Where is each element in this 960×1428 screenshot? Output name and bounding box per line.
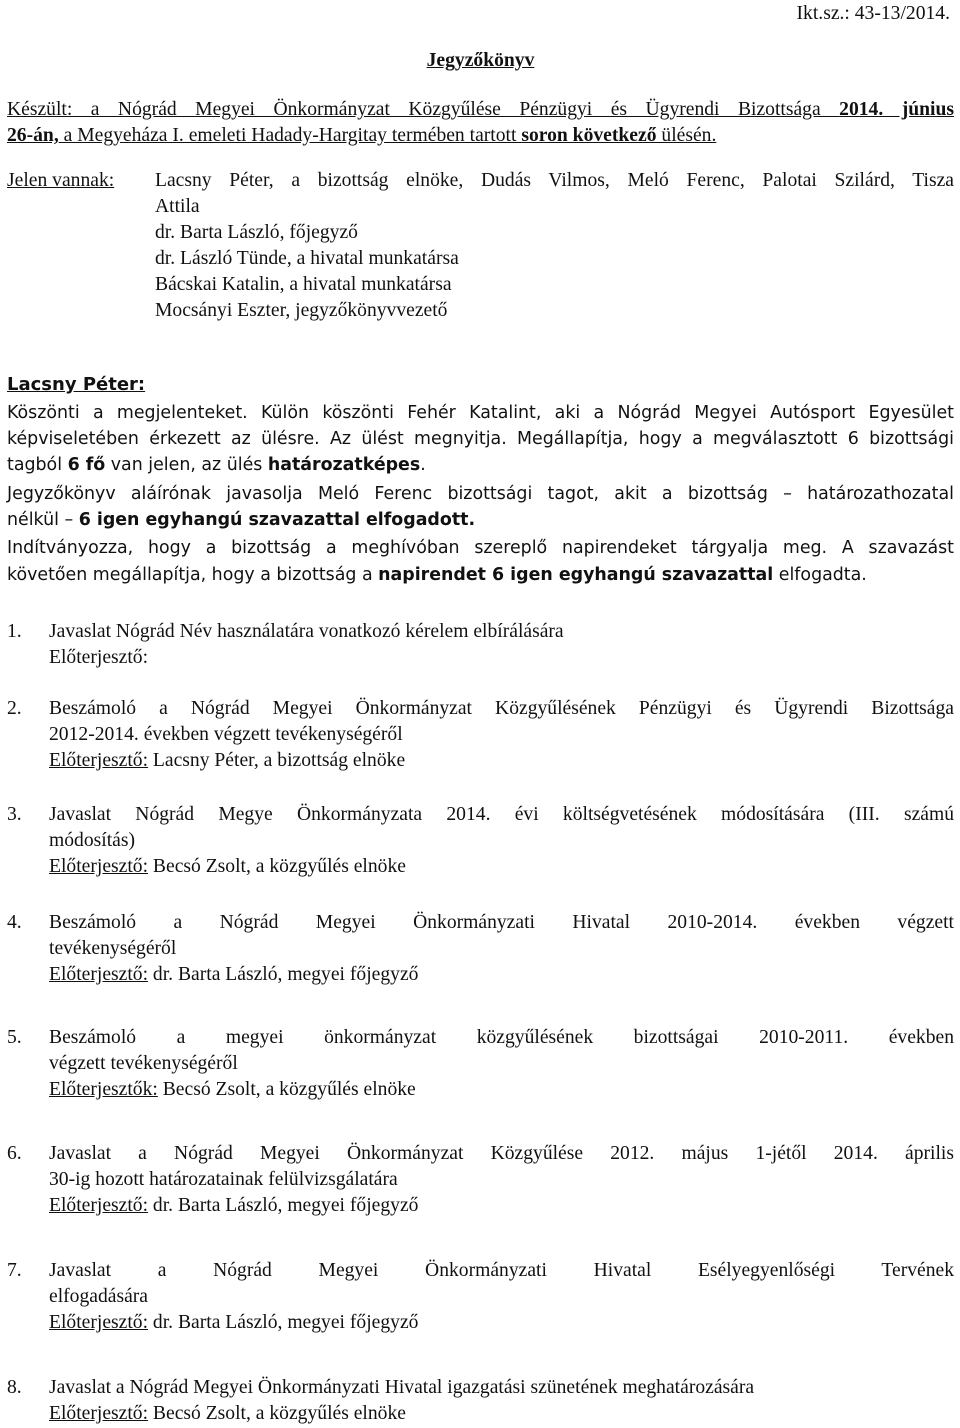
attendee-line: dr. László Tünde, a hivatal munkatársa (155, 248, 459, 269)
attendee-line: Attila (155, 196, 200, 217)
agenda-title-cont: módosítás) (49, 830, 135, 851)
agenda-item (7, 910, 954, 988)
presenter-name: Becsó Zsolt, a közgyűlés elnöke (148, 856, 406, 877)
agenda-item (7, 1375, 954, 1427)
presenter-name: dr. Barta László, megyei főjegyző (148, 964, 419, 985)
speech-bold: 6 igen egyhangú szavazattal elfogadott. (78, 510, 476, 530)
speech-text: követően megállapítja, hogy a bizottság a (7, 565, 379, 585)
presenter-label: Előterjesztő: (49, 1312, 149, 1333)
attendees-list (155, 168, 954, 324)
agenda-presenter (49, 1401, 954, 1427)
agenda-presenter (49, 748, 954, 774)
presenter-name: Lacsny Péter, a bizottság elnöke (148, 750, 406, 771)
presenter-name: dr. Barta László, megyei főjegyző (148, 1195, 419, 1216)
agenda-title: Javaslat a Nógrád Megyei Önkormányzati Hivatal igazgatási szünetének meghatározására (49, 1377, 755, 1398)
speech-bold: határozatképes (267, 455, 421, 475)
agenda-item (7, 619, 954, 671)
document-page (7, 0, 954, 1428)
presenter-label: Előterjesztő: (49, 647, 149, 668)
file-number: Ikt.sz.: 43-13/2014. (796, 3, 950, 24)
intro-session-type: soron következő (521, 125, 657, 146)
agenda-presenter (49, 854, 954, 880)
document-title: Jegyzőkönyv (426, 50, 535, 71)
presenter-label: Előterjesztő: (49, 964, 149, 985)
agenda-number: 2. (7, 698, 22, 719)
agenda-title-cont: elfogadására (49, 1286, 148, 1307)
agenda-number: 7. (7, 1260, 22, 1281)
presenter-name: Becsó Zsolt, a közgyűlés elnöke (157, 1079, 416, 1100)
agenda-number: 4. (7, 912, 22, 933)
speech-text: van jelen, az ülés (105, 455, 268, 475)
agenda-presenter (49, 1193, 954, 1219)
speech-line (7, 507, 954, 533)
attendee-line: Lacsny Péter, a bizottság elnöke, Dudás Vilmos, Meló Ferenc, Palotai Szilárd, Tisza (155, 170, 954, 191)
agenda-item (7, 1025, 954, 1103)
agenda-item (7, 1258, 954, 1336)
presenter-label: Előterjesztő: (49, 1195, 149, 1216)
attendee-line: Mocsányi Eszter, jegyzőkönyvvezető (155, 300, 448, 321)
agenda-item (7, 802, 954, 880)
agenda-presenter (49, 962, 954, 988)
intro-date-2: 26-án, (7, 125, 59, 146)
agenda-title: Beszámoló a Nógrád Megyei Önkormányzati Hivatal 2010-2014. években végzett (49, 912, 954, 933)
agenda-title: Javaslat Nógrád Megye Önkormányzata 2014. évi költségvetésének módosítására (III. számú (49, 804, 954, 825)
speech-text: tagból (7, 455, 68, 475)
attendees-label: Jelen vannak: (7, 170, 115, 191)
speech-line: képviseletében érkezett az ülésre. Az ülést megnyitja. Megállapítja, hogy a megválasztott 6 bizottsági (7, 429, 954, 449)
speech-bold: 6 fő (67, 455, 106, 475)
agenda-number: 8. (7, 1377, 22, 1398)
speech-text: . (420, 455, 426, 475)
agenda-title: Beszámoló a megyei önkormányzat közgyűlésének bizottságai 2010-2011. években (49, 1027, 954, 1048)
speech-line: Jegyzőkönyv aláírónak javasolja Meló Ferenc bizottsági tagot, akit a bizottság – határozathozatal (7, 484, 954, 504)
speech-bold: napirendet 6 igen egyhangú szavazattal (378, 565, 774, 585)
intro-text-1: Készült: a Nógrád Megyei Önkormányzat Közgyűlése Pénzügyi és Ügyrendi Bizottsága (7, 99, 840, 120)
speech-line (7, 452, 954, 478)
speech-text: nélkül – (7, 510, 79, 530)
agenda-title: Javaslat a Nógrád Megyei Önkormányzat Közgyűlése 2012. május 1-jétől 2014. április (49, 1143, 954, 1164)
intro-line-1 (7, 97, 954, 123)
agenda-presenter (49, 1310, 954, 1336)
agenda-title-cont: végzett tevékenységéről (49, 1053, 238, 1074)
intro-text-2: a Megyeháza I. emeleti Hadady-Hargitay termében tartott (58, 125, 522, 146)
agenda-number: 5. (7, 1027, 22, 1048)
agenda-item (7, 696, 954, 774)
agenda-title: Beszámoló a Nógrád Megyei Önkormányzat Közgyűlésének Pénzügyi és Ügyrendi Bizottsága (49, 698, 954, 719)
intro-line-2 (7, 123, 954, 149)
agenda-item (7, 1141, 954, 1219)
presenter-name: Becsó Zsolt, a közgyűlés elnöke (148, 1403, 406, 1424)
agenda-number: 1. (7, 621, 22, 642)
presenter-label: Előterjesztő: (49, 750, 149, 771)
presenter-label: Előterjesztő: (49, 856, 149, 877)
agenda-title-cont: 30-ig hozott határozatainak felülvizsgálatára (49, 1169, 398, 1190)
agenda-presenter (49, 1077, 954, 1103)
agenda-title: Javaslat Nógrád Név használatára vonatkozó kérelem elbírálására (49, 621, 564, 642)
agenda-title-cont: tevékenységéről (49, 938, 177, 959)
speech-text: elfogadta. (773, 565, 867, 585)
intro-text-3: ülésén. (656, 125, 717, 146)
agenda-number: 6. (7, 1143, 22, 1164)
presenter-name: dr. Barta László, megyei főjegyző (148, 1312, 419, 1333)
speech-line: Köszönti a megjelenteket. Külön köszönti Fehér Katalint, aki a Nógrád Megyei Autósport Egyesület (7, 403, 954, 423)
speaker-name: Lacsny Péter: (7, 374, 146, 395)
attendee-line: Bácskai Katalin, a hivatal munkatársa (155, 274, 452, 295)
speech-line (7, 562, 954, 588)
presenter-label: Előterjesztő: (49, 1403, 149, 1424)
agenda-title-cont: 2012-2014. években végzett tevékenységéről (49, 724, 403, 745)
agenda-presenter (49, 645, 954, 671)
attendee-line: dr. Barta László, főjegyző (155, 222, 358, 243)
agenda-number: 3. (7, 804, 22, 825)
intro-date-1: 2014. június (839, 99, 954, 120)
speech-line: Indítványozza, hogy a bizottság a meghívóban szereplő napirendeket tárgyalja meg. A szavazást (7, 538, 954, 558)
agenda-title: Javaslat a Nógrád Megyei Önkormányzati Hivatal Esélyegyenlőségi Tervének (49, 1260, 954, 1281)
presenter-label: Előterjesztők: (49, 1079, 158, 1100)
